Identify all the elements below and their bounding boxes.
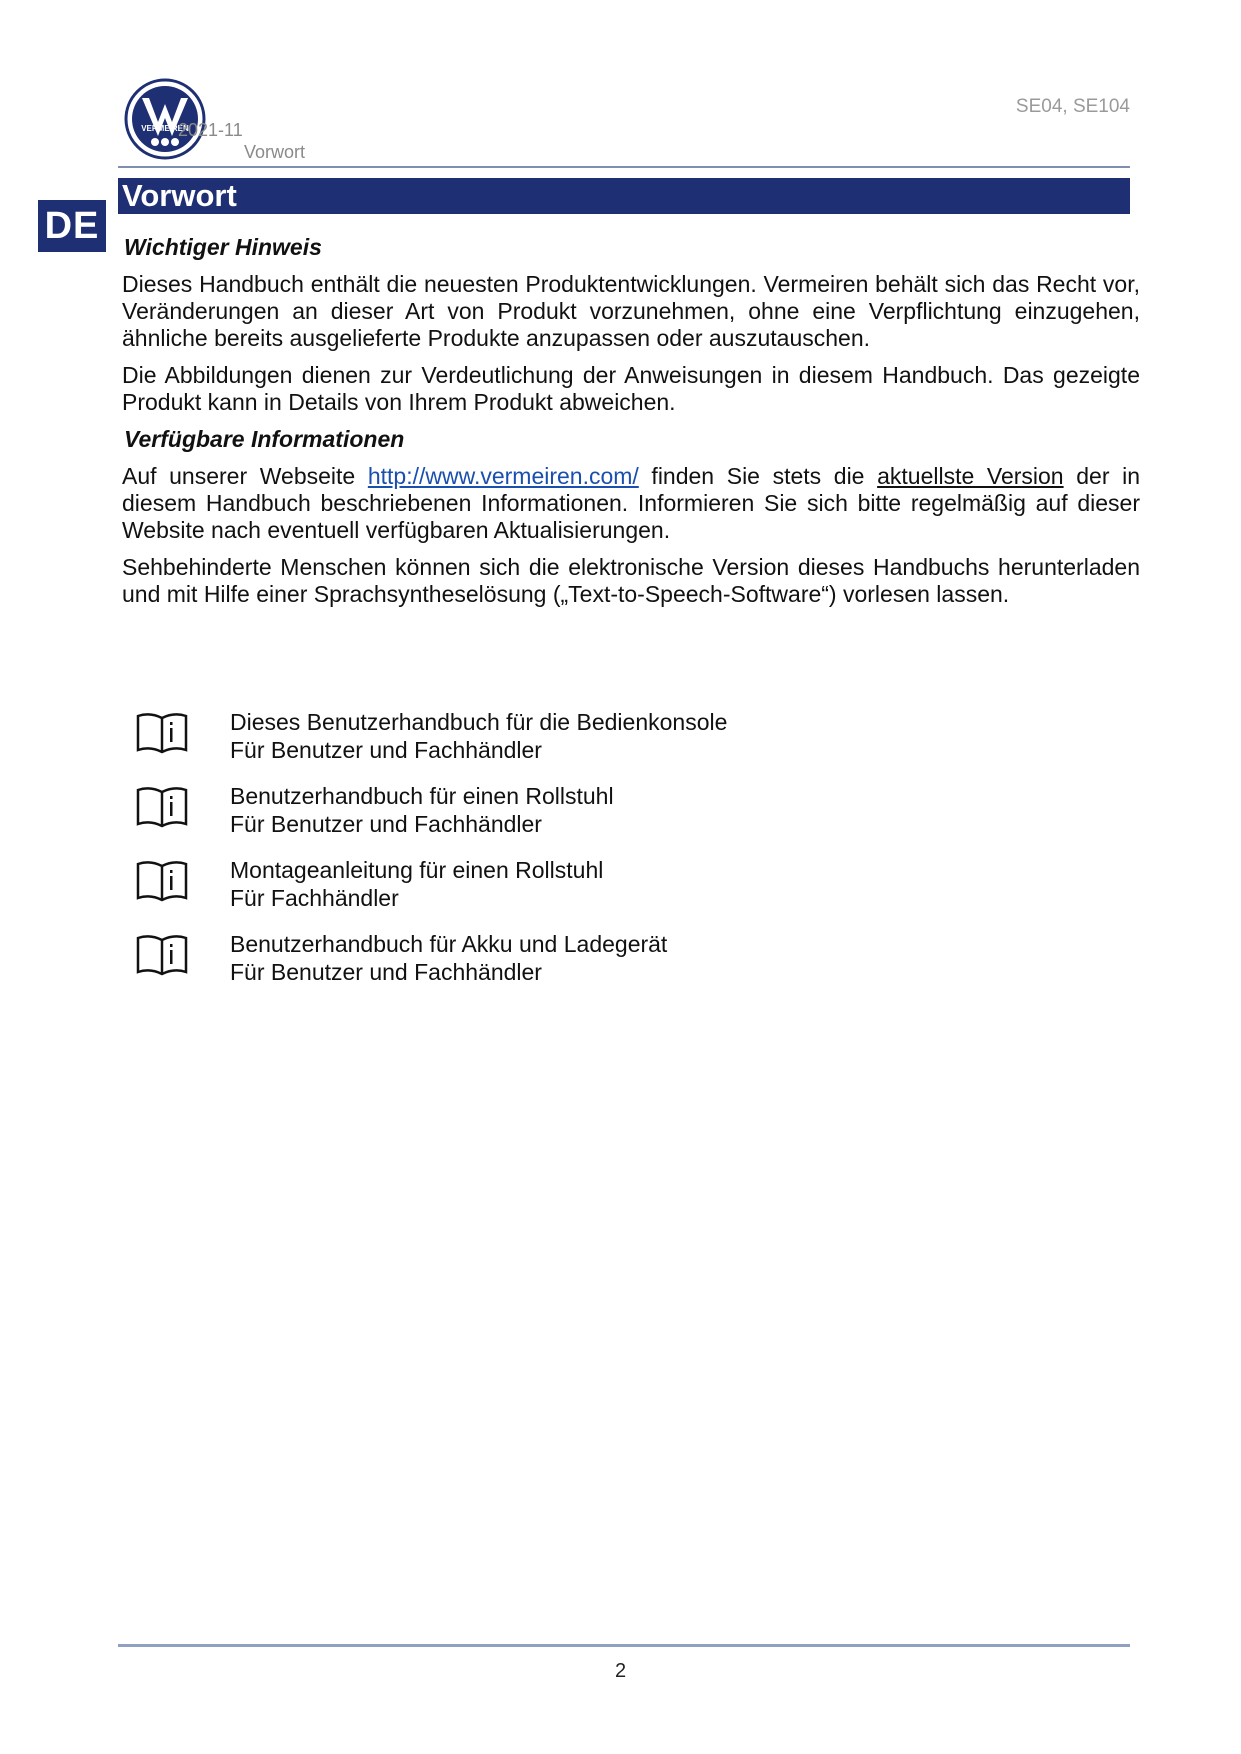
document-audience: Für Benutzer und Fachhändler [230, 737, 542, 763]
list-item [136, 856, 727, 912]
paragraph-info-1 [122, 463, 1140, 544]
heading-info: Verfügbare Informationen [124, 426, 405, 452]
document-title: Dieses Benutzerhandbuch für die Bedienkonsole [230, 709, 728, 735]
latest-version-text: aktuellste Version [877, 463, 1064, 489]
logo-text: VERMEIREN [141, 124, 189, 133]
info-text-b: finden Sie stets die [638, 463, 878, 489]
list-item [136, 782, 727, 838]
header-model: SE04, SE104 [1015, 96, 1130, 117]
manual-info-icon [136, 934, 188, 978]
footer-divider [118, 1644, 1130, 1647]
paragraph-info-2: Sehbehinderte Menschen können sich die elektronische Version dieses Handbuchs herunterladen und mit Hilfe einer Sprachsyntheselösung („Text-to-Speech-Software“) vorlesen lassen. [122, 554, 1140, 607]
paragraph-important-1: Dieses Handbuch enthält die neuesten Produktentwicklungen. Vermeiren behält sich das Recht vor, Veränderungen an dieser Art von Produkt vorzunehmen, ohne eine Verpflichtung einzugehen, ähnliche bereits ausgelieferte Produkte anzupassen oder auszutauschen. [122, 271, 1140, 351]
page-title: Vorwort [118, 178, 1130, 214]
document-title: Benutzerhandbuch für einen Rollstuhl [230, 783, 614, 809]
document-audience: Für Fachhändler [230, 885, 399, 911]
manual-info-icon [136, 786, 188, 830]
language-badge: DE [38, 200, 106, 252]
info-text-a: Auf unserer Webseite [122, 463, 368, 489]
header-date: 2021-11 [178, 120, 243, 140]
vermeiren-logo [124, 78, 206, 160]
document-audience: Für Benutzer und Fachhändler [230, 959, 542, 985]
main-content [122, 234, 1140, 618]
document-list [136, 708, 727, 1004]
header-section: Vorwort [244, 142, 306, 162]
header-divider [118, 166, 1130, 168]
list-item [136, 708, 727, 764]
website-link[interactable]: http://www.vermeiren.com/ [367, 463, 639, 489]
list-item [136, 930, 727, 986]
document-title: Benutzerhandbuch für Akku und Ladegerät [230, 931, 668, 957]
page-number: 2 [614, 1660, 627, 1682]
heading-important: Wichtiger Hinweis [124, 234, 322, 260]
paragraph-important-2: Die Abbildungen dienen zur Verdeutlichung der Anweisungen in diesem Handbuch. Das gezeigte Produkt kann in Details von Ihrem Produkt abweichen. [122, 362, 1140, 415]
manual-info-icon [136, 712, 188, 756]
document-title: Montageanleitung für einen Rollstuhl [230, 857, 604, 883]
document-audience: Für Benutzer und Fachhändler [230, 811, 542, 837]
info-text-c: der in diesem Handbuch beschriebenen Informationen. Informieren Sie sich bitte regelmäßig auf dieser Website nach eventuell verfügbaren Aktualisierungen. [122, 463, 1140, 543]
manual-info-icon [136, 860, 188, 904]
